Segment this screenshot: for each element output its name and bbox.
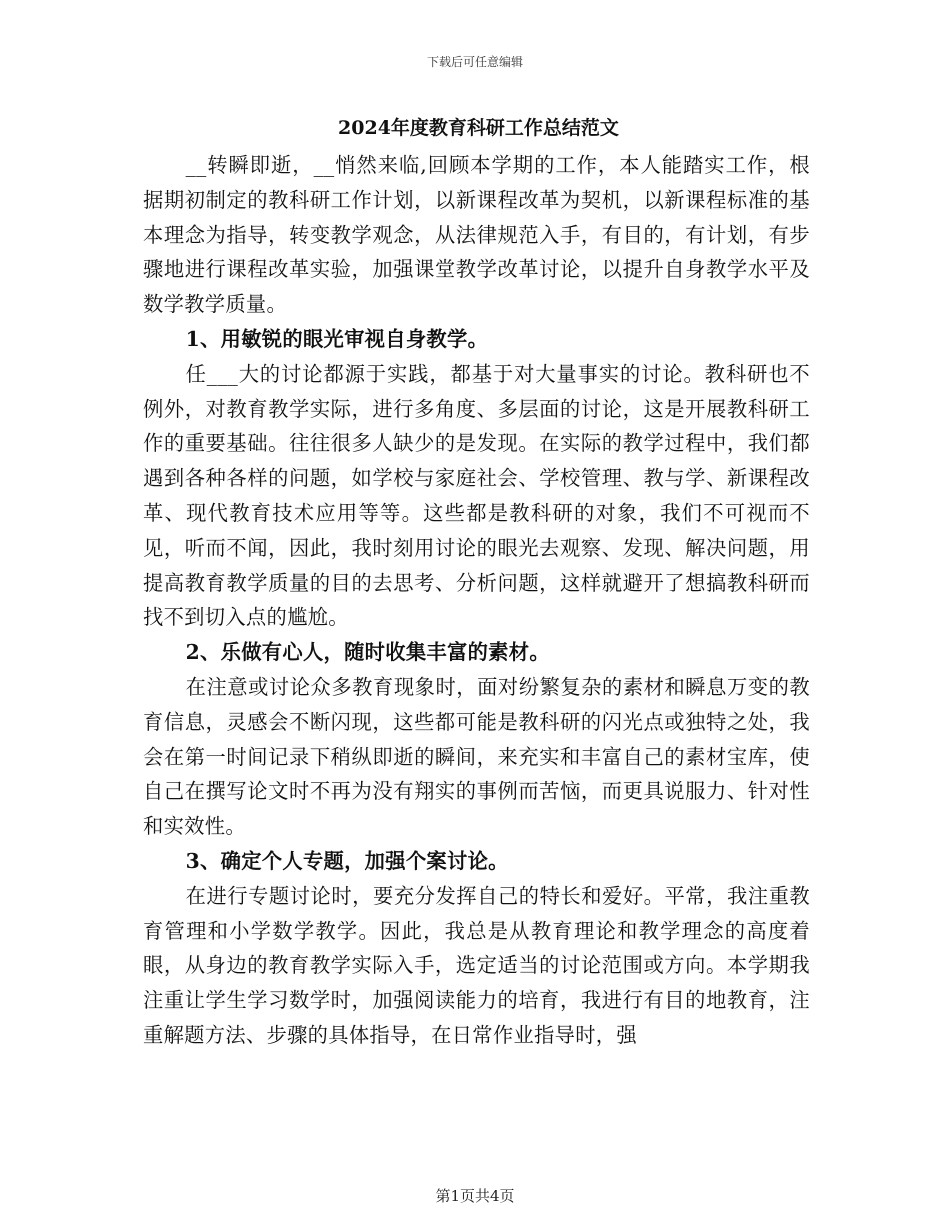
section-heading-3: 3、确定个人专题，加强个案讨论。 (185, 848, 509, 873)
section-heading-1: 1、用敏锐的眼光审视自身教学。 (185, 326, 489, 351)
document-title: 2024年度教育科研工作总结范文 (338, 117, 619, 139)
section-heading-2: 2、乐做有心人，随时收集丰富的素材。 (185, 640, 550, 665)
section-body-3: 在进行专题讨论时，要充分发挥自己的特长和爱好。平常，我注重教育管理和小学数学教学。因此，我总是从教育理论和教学理念的高度着眼，从身边的教育教学实际入手，选定适当的讨论范围或方向。本学期我注重让学生学习数学时，加强阅读能力的培育，我进行有目的地教育，注重解题方法、步骤的具体指导，在日常作业指导时，强 (143, 883, 810, 1047)
section-body-1: 任___大的讨论都源于实践，都基于对大量事实的讨论。教科研也不例外，对教育教学实际，进行多角度、多层面的讨论，这是开展教科研工作的重要基础。往往很多人缺少的是发现。在实际的教学过程中，我们都遇到各种各样的问题，如学校与家庭社会、学校管理、教与学、新课程改革、现代教育技术应用等等。这些都是教科研的对象，我们不可视而不见，听而不闻，因此，我时刻用讨论的眼光去观察、发现、解决问题，用提高教育教学质量的目的去思考、分析问题，这样就避开了想搞教科研而找不到切入点的尴尬。 (143, 361, 810, 630)
section-body-2: 在注意或讨论众多教育现象时，面对纷繁复杂的素材和瞬息万变的教育信息，灵感会不断闪现，这些都可能是教科研的闪光点或独特之处，我会在第一时间记录下稍纵即逝的瞬间，来充实和丰富自己的素材宝库，使自己在撰写论文时不再为没有翔实的事例而苦恼，而更具说服力、针对性和实效性。 (143, 674, 810, 839)
document-body (143, 114, 810, 1053)
page-header-note: 下载后可任意编辑 (426, 55, 523, 69)
intro-paragraph: __转瞬即逝，__悄然来临,回顾本学期的工作，本人能踏实工作，根据期初制定的教科研工作计划，以新课程改革为契机，以新课程标准的基本理念为指导，转变教学观念，从法律规范入手，有目的，有计划，有步骤地进行课程改革实验，加强课堂教学改革讨论，以提升自身教学水平及数学教学质量。 (143, 153, 810, 317)
page-footer-indicator: 第1页共4页 (435, 1187, 515, 1205)
